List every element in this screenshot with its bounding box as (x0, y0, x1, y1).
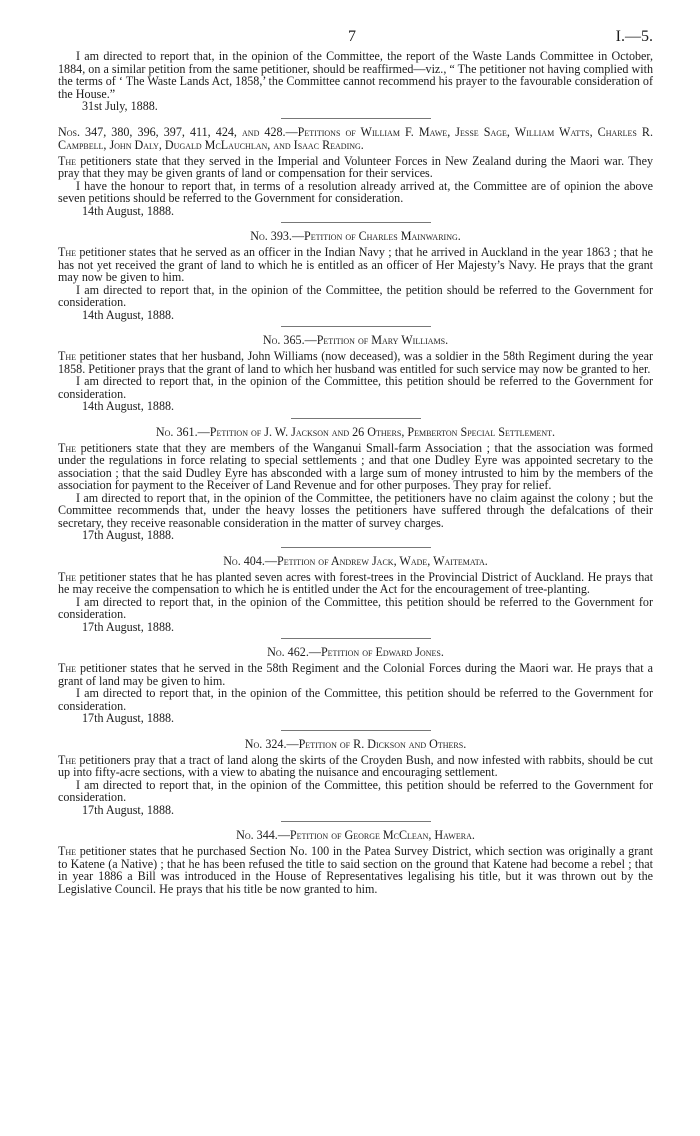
page-header (58, 28, 653, 50)
petition-body (58, 571, 653, 596)
petition-lead: The (58, 349, 77, 363)
petition-date: 14th August, 1888. (82, 307, 175, 322)
petition-text: petitioner states that he purchased Section No. 100 in the Patea Survey District, which section was originally a grant to Katene (a Native) ; that he has been refused the title to said section on the ground that Katene had become a rebel ; that in year 1886 a Bill was introduced in the House of Representatives legalising his title, but it was thrown out by the Legislative Council. He prays that his title be now granted to him. (58, 844, 653, 896)
petition-block (58, 829, 653, 895)
petition-date: 17th August, 1888. (82, 619, 175, 634)
petition-text: petitioners pray that a tract of land along the skirts of the Croyden Bush, and now infested with rabbits, should be cut up into fifty-acre sections, with a view to abating the nuisance and encouraging settlement. (58, 752, 653, 779)
intro-report: I am directed to report that, in the opinion of the Committee, the report of the Waste Lands Committee in October, 1884, on a similar petition from the same petitioner, should be reaffirmed—viz., “ The petitioner not having complied with the terms of ‘ The Waste Lands Act, 1858,’ the Committee cannot recommend his prayer to the favourable consideration of the House.” (58, 49, 653, 101)
divider-rule (281, 222, 431, 223)
page-reference: I.—5. (615, 28, 653, 45)
petition-heading: No. 404.—Petition of Andrew Jack, Wade, Waitemata. (223, 553, 488, 568)
petition-date: 17th August, 1888. (82, 711, 175, 725)
petition-lead: The (58, 752, 77, 767)
petition-lead: The (58, 440, 77, 455)
petition-block (58, 334, 653, 413)
petition-date: 14th August, 1888. (82, 203, 175, 218)
petition-text: petitioner states that he served as an officer in the Indian Navy ; that he arrived in Auckland in the year 1863 ; that he has not yet received the grant of land to which he is entitled as an officer of Her Majesty’s Navy. He prays that the grant may now be given to him. (58, 245, 653, 284)
divider-rule (281, 547, 431, 548)
petition-text: petitioner states that her husband, John Williams (now deceased), was a soldier in the 58th Regiment during the year 1858. Petitioner prays that the grant of land to which her husband was entitled for such service may now be granted to her. (58, 349, 653, 376)
petition-body (58, 442, 653, 492)
petition-heading: Nos. 347, 380, 396, 397, 411, 424, and 428.—Petitions of William F. Mawe, Jesse Sage, William Watts, Charles R. Campbell, John Daly, Dugald McLauchlan, and Isaac Reading. (58, 124, 653, 152)
petition-heading: No. 365.—Petition of Mary Williams. (262, 333, 449, 347)
petition-report: I am directed to report that, in the opinion of the Committee, this petition should be referred to the Government for consideration. (58, 594, 653, 621)
petition-heading: No. 393.—Petition of Charles Mainwaring. (250, 229, 461, 243)
petition-body (58, 845, 653, 895)
petition-body (58, 246, 653, 284)
petition-heading: No. 344.—Petition of George McClean, Hawera. (236, 828, 475, 842)
divider-rule (281, 638, 431, 639)
divider-rule (281, 730, 431, 731)
petition-text: petitioner states that he has planted seven acres with forest-trees in the Provincial District of Auckland. He prays that he may receive the compensation to which he is entitled under the Act for the encouragement of tree-planting. (58, 569, 653, 596)
divider-rule (281, 118, 431, 119)
petition-text: petitioner states that he served in the 58th Regiment and the Colonial Forces during the Maori war. He prays that a grant of land may be given to him. (58, 661, 653, 688)
petition-date: 17th August, 1888. (82, 802, 175, 817)
petition-text: petitioners state that they served in the Imperial and Volunteer Forces in New Zealand during the Maori war. They pray that they may be given grants of land or compensation for their services. (58, 153, 653, 180)
document-page (58, 28, 653, 895)
petition-heading: No. 324.—Petition of R. Dickson and Others. (244, 736, 467, 751)
petition-body (58, 754, 653, 779)
petition-report: I have the honour to report that, in terms of a resolution already arrived at, the Committee are of opinion the above seven petitions should be referred to the Government for consideration. (58, 178, 653, 205)
petition-lead: The (58, 153, 77, 168)
petition-heading: No. 462.—Petition of Edward Jones. (267, 645, 444, 659)
divider-rule (281, 821, 431, 822)
petition-report: I am directed to report that, in the opinion of the Committee, the petitioners have no claim against the colony ; but the Committee recommends that, under the heavy losses the petitioners have suffered through the defalcations of their secretary, they receive reasonable consideration in the matter of survey charges. (58, 490, 653, 530)
divider-rule (291, 418, 421, 419)
petition-block (58, 646, 653, 725)
petition-report: I am directed to report that, in the opinion of the Committee, this petition should be referred to the Government for consideration. (58, 686, 653, 713)
intro-block (58, 50, 653, 113)
petition-body (58, 662, 653, 687)
petition-report: I am directed to report that, in the opinion of the Committee, this petition should be referred to the Government for consideration. (58, 374, 653, 401)
petition-block (58, 126, 653, 218)
petition-heading: No. 361.—Petition of J. W. Jackson and 26 Others, Pemberton Special Settlement. (155, 424, 556, 439)
divider-rule (281, 326, 431, 327)
petition-report: I am directed to report that, in the opinion of the Committee, this petition should be referred to the Government for consideration. (58, 777, 653, 804)
petition-block (58, 426, 653, 542)
petition-lead: The (58, 844, 77, 858)
petition-date: 14th August, 1888. (82, 399, 175, 413)
petition-report: I am directed to report that, in the opinion of the Committee, the petition should be referred to the Government for consideration. (58, 282, 653, 309)
petition-body (58, 350, 653, 375)
petition-block (58, 738, 653, 817)
petition-block (58, 555, 653, 634)
petition-block (58, 230, 653, 321)
petition-lead: The (58, 569, 77, 584)
page-number: 7 (348, 28, 356, 45)
intro-date: 31st July, 1888. (82, 99, 158, 113)
petition-date: 17th August, 1888. (82, 528, 175, 542)
petition-text: petitioners state that they are members of the Wanganui Small-farm Association ; that the association was formed under the regulations in force relating to special settlements ; and that one Dudley Eyre was appointed secretary to the association ; that the said Dudley Eyre has absconded with a large sum of money intrusted to him by the members of the association for payment to the Receiver of Land Revenue and for other purposes. They pray for relief. (58, 440, 653, 492)
petition-body (58, 155, 653, 180)
petition-lead: The (58, 245, 77, 259)
petition-lead: The (58, 661, 77, 675)
